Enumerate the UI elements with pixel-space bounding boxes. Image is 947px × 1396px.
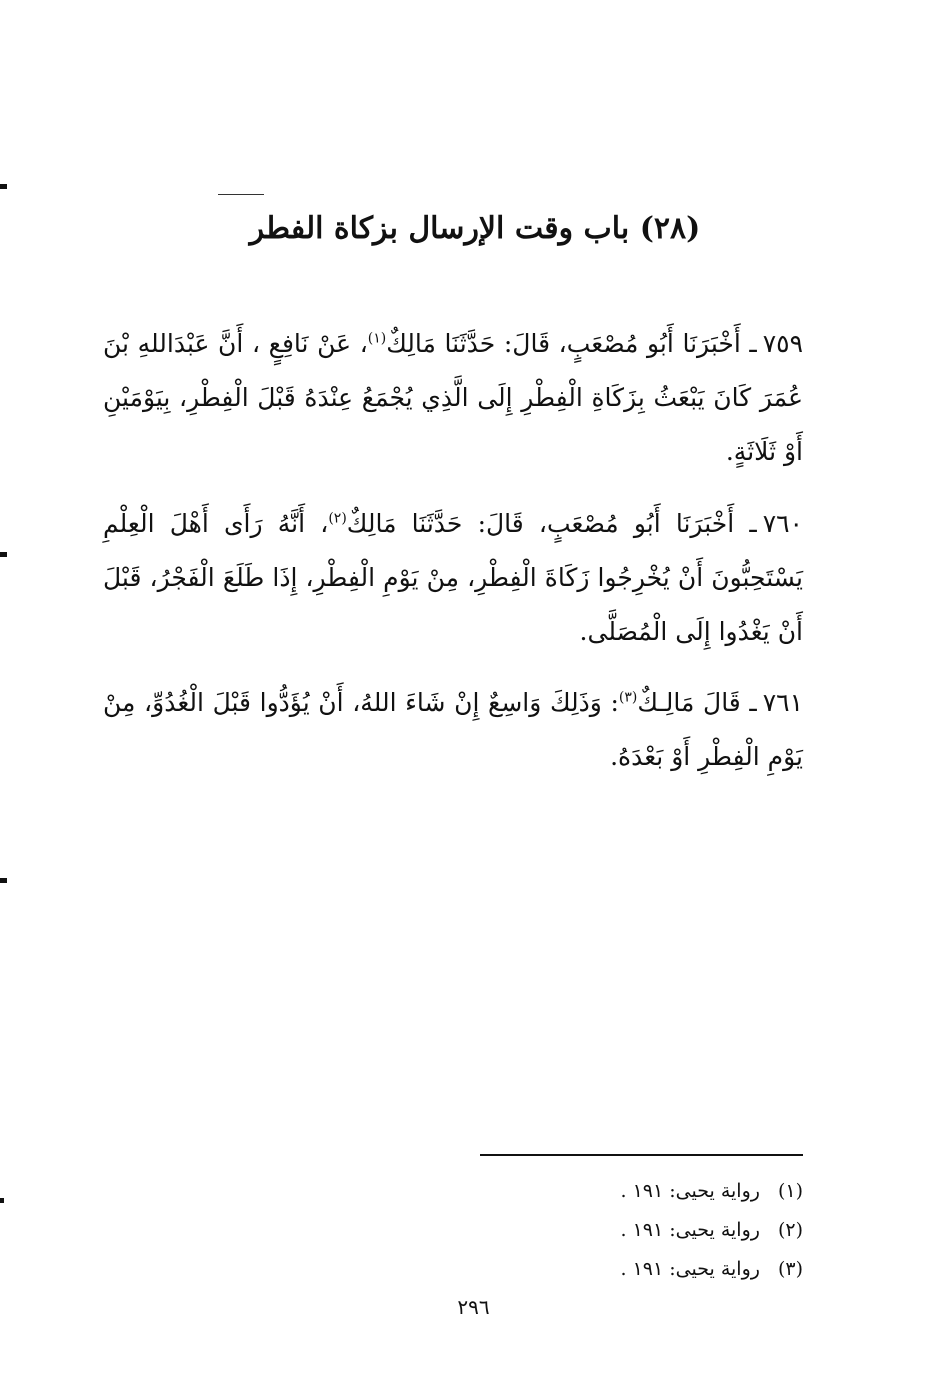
footnote-text: رواية يحيى: ١٩١ . bbox=[620, 1219, 760, 1241]
page-number: ٢٩٦ bbox=[457, 1295, 490, 1319]
hadith-text: ـ أَخْبَرَنَا أَبُو مُصْعَبٍ، قَالَ: حَدَّثَنَا مَالِكٌ bbox=[386, 329, 757, 358]
hadith-text: ـ قَالَ مَالِـكٌ bbox=[637, 688, 757, 717]
hadith-text: ـ أَخْبَرَنَا أَبُو مُصْعَبٍ، قَالَ: حَدَّثَنَا مَالِكٌ bbox=[346, 509, 757, 538]
hadith-number: ٧٦١ bbox=[762, 688, 804, 717]
footnote-number: (٢) bbox=[777, 1219, 803, 1241]
hadith-text: ، عَنْ نَافِعٍ ، أَنَّ عَبْدَاللهِ بْنَ عُمَرَ كَانَ يَبْعَثُ بِزَكَاةِ الْفِطْرِ إِلَى الَّذِي يُجْمَعُ عِنْدَهُ قَبْلَ الْفِطْرِ، بِيَوْمَيْنِ أَوْ ثَلَاثَةٍ. bbox=[103, 329, 803, 466]
hadith-text: ، أَنَّهُ رَأَى أَهْلَ الْعِلْمِ يَسْتَحِبُّونَ أَنْ يُخْرِجُوا زَكَاةَ الْفِطْرِ، مِنْ يَوْمِ الْفِطْرِ، إِذَا طَلَعَ الْفَجْرُ، قَبْلَ أَنْ يَغْدُوا إِلَى الْمُصَلَّى. bbox=[103, 509, 803, 646]
hadith-760 bbox=[103, 497, 803, 659]
scan-edge-mark bbox=[0, 1198, 4, 1203]
scan-edge-mark bbox=[0, 184, 7, 189]
footnote-number: (١) bbox=[777, 1180, 803, 1202]
footnote-ref: (٣) bbox=[618, 689, 638, 706]
footnote-item bbox=[480, 1172, 803, 1211]
footnote-number: (٣) bbox=[777, 1258, 803, 1280]
scan-edge-mark bbox=[0, 878, 7, 883]
footnotes bbox=[480, 1172, 803, 1289]
hadith-number: ٧٦٠ bbox=[762, 509, 803, 538]
hadith-759 bbox=[103, 317, 803, 479]
footnote-text: رواية يحيى: ١٩١ . bbox=[620, 1258, 760, 1280]
top-rule bbox=[218, 194, 264, 195]
hadith-761 bbox=[103, 676, 803, 784]
chapter-title: (٢٨) باب وقت الإرسال بزكاة الفطر bbox=[249, 211, 701, 246]
hadith-text: : وَذَلِكَ وَاسِعٌ إِنْ شَاءَ اللهُ، أَنْ يُؤَدُّوا قَبْلَ الْغُدُوِّ، مِنْ يَوْمِ الْفِطْرِ أَوْ بَعْدَهُ. bbox=[103, 688, 803, 771]
footnote-text: رواية يحيى: ١٩١ . bbox=[620, 1180, 760, 1202]
footnote-separator bbox=[480, 1154, 803, 1156]
footnote-item bbox=[480, 1211, 803, 1250]
hadith-number: ٧٥٩ bbox=[762, 329, 804, 358]
footnote-ref: (٢) bbox=[328, 510, 347, 527]
footnote-item bbox=[480, 1250, 803, 1289]
scan-edge-mark bbox=[0, 552, 7, 557]
footnote-ref: (١) bbox=[367, 330, 387, 347]
